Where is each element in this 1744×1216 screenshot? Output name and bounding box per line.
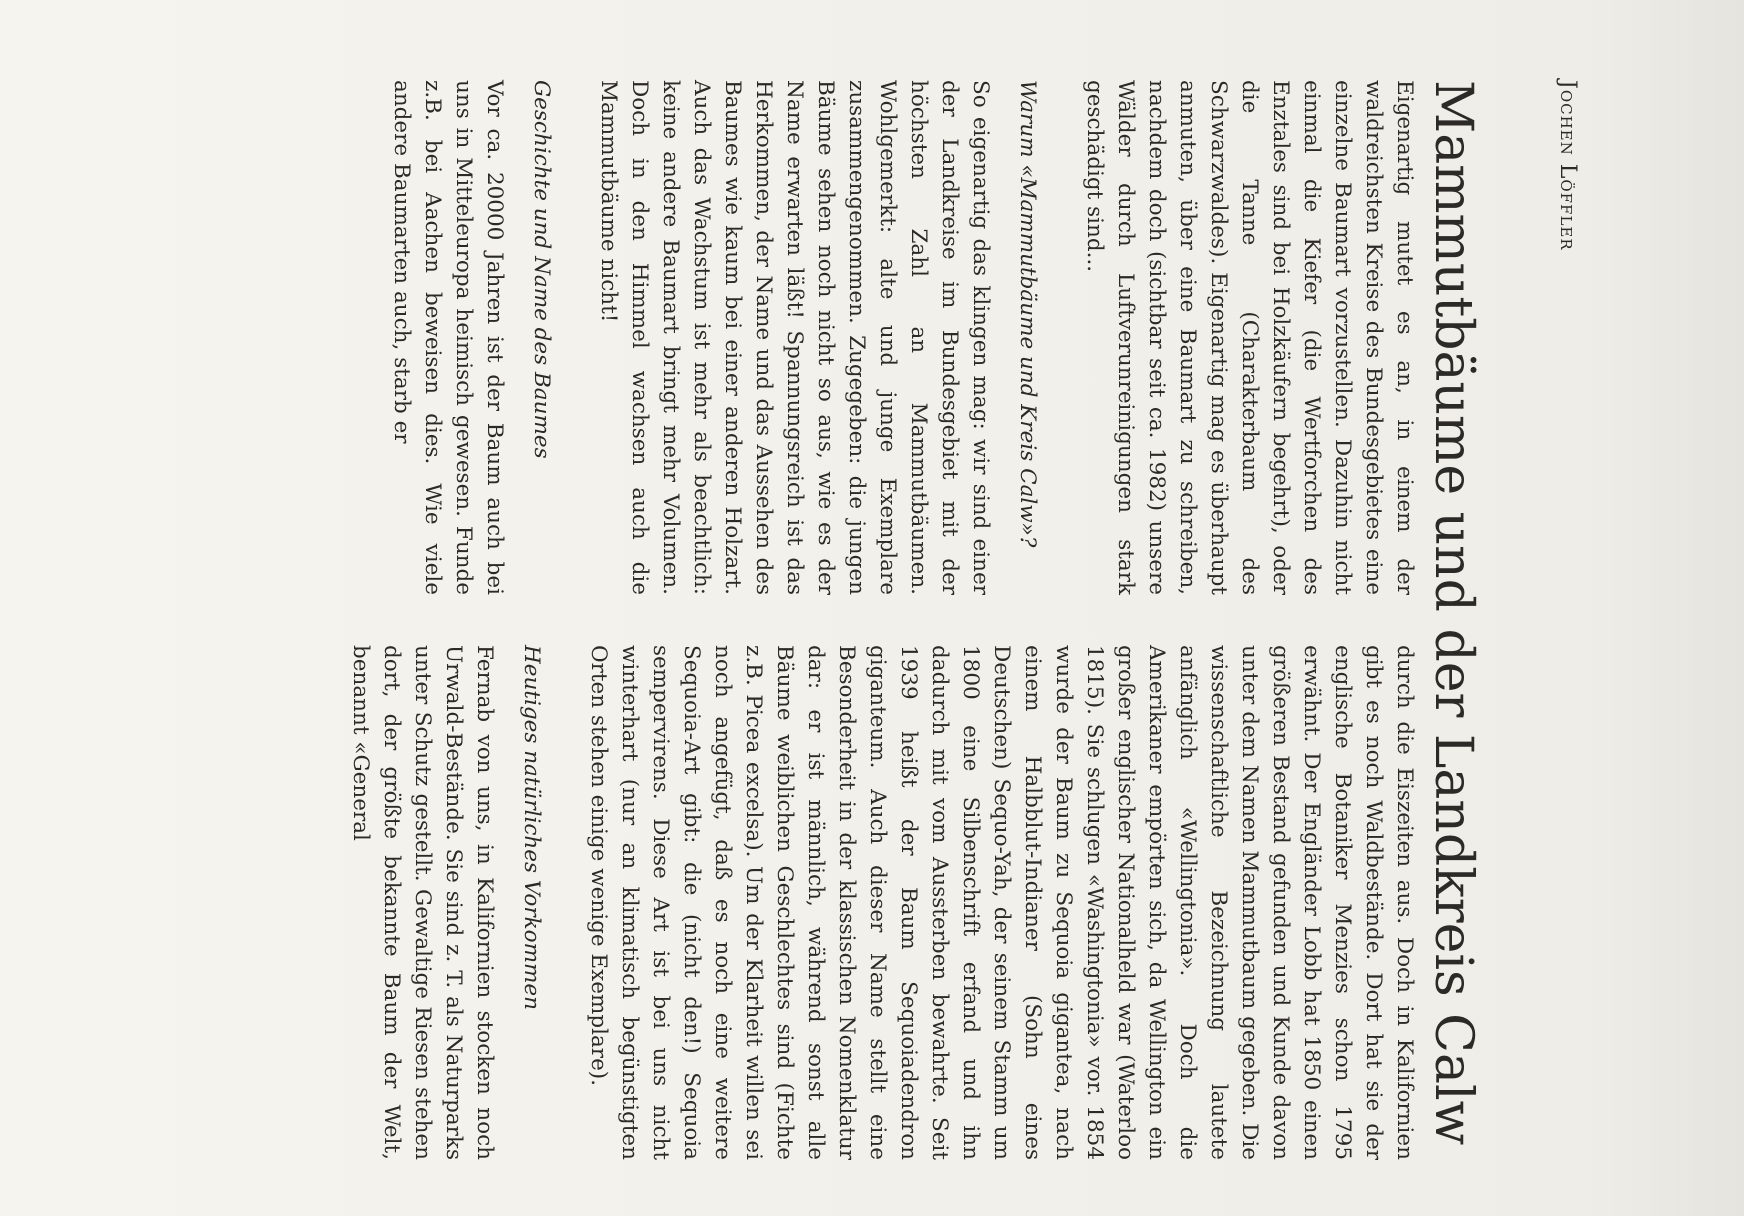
- section-heading-vorkommen: Heutiges natürliches Vorkommen: [519, 645, 544, 1010]
- body-paragraph: So eigenartig das klingen mag: wir sind einer der Landkreise im Bundesgebiet mit der höchsten Zahl an Mammutbäumen. Wohlgemerkt: alte und junge Exemplare zusammengenommen. Zugegeben: die jungen Bäume sehen noch nicht so aus, wie es der Name erwarten läßt! Spannungsreich ist das Herkommen, der Name und das Aussehen des Baumes wie kaum bei einer anderen Holzart. Auch das Wachstum ist mehr als beachtlich: keine andere Baumart bringt mehr Volumen. Doch in den Himmel wachsen auch die Mammutbäume nicht!: [596, 80, 993, 595]
- rotated-article-page: [160, 80, 1600, 1168]
- author-name: Jochen Löffler: [1555, 80, 1580, 251]
- article-title: Mammutbäume und der Landkreis Calw: [1423, 80, 1484, 1146]
- scan-edge-shadow: [1584, 0, 1744, 1216]
- section-heading-warum: Warum «Mammutbäume und Kreis Calw»?: [1015, 80, 1040, 548]
- body-paragraph: Fernab von uns, in Kalifornien stocken noch Urwald-Bestände. Sie sind z. T. als Naturparks unter Schutz gestellt. Gewaltige Riesen stehen dort, der größte bekannte Baum der Welt, benannt «General: [348, 645, 497, 1160]
- body-paragraph: durch die Eiszeiten aus. Doch in Kalifornien gibt es noch Waldbestände. Dort hat sie der englische Botaniker Menzies schon 1795 erwähnt. Der Engländer Lobb hat 1850 einen größeren Bestand gefunden und Kunde davon unter dem Namen Mammutbaum gegeben. Die wissenschaftliche Bezeichnung lautete anfänglich «Wellingtonia». Doch die Amerikaner empörten sich, da Wellington ein großer englischer Nationalheld war (Waterloo 1815). Sie schlugen «Washingtonia» vor. 1854 wurde der Baum zu Sequoia gigantea, nach einem Halbblut-Indianer (Sohn eines Deutschen) Sequo-Yah, der seinem Stamm um 1800 eine Silbenschrift erfand und ihn dadurch mit vom Aussterben bewahrte. Seit 1939 heißt der Baum Sequoiadendron giganteum. Auch dieser Name stellt eine Besonderheit in der klassischen Nomenklatur dar: er ist männlich, während sonst alle Bäume weiblichen Geschlechtes sind (Fichte z.B. Picea excelsa). Um der Klarheit willen sei noch angefügt, daß es noch eine weitere Sequoia-Art gibt: die (nicht den!) Sequoia sempervirens. Diese Art ist bei uns nicht winterhart (nur an klimatisch begünstigten Orten stehen einige wenige Exemplare).: [586, 645, 1417, 1160]
- left-column: [386, 80, 1420, 595]
- body-paragraph: Vor ca. 20000 Jahren ist der Baum auch bei uns in Mitteleuropa heimisch gewesen. Funde z.B. bei Aachen beweisen dies. Wie viele andere Baumarten auch, starb er: [389, 80, 507, 595]
- right-column: [345, 645, 1420, 1160]
- intro-paragraph: Eigenartig mutet es an, in einem der waldreichsten Kreise des Bundesgebietes eine einzelne Baumart vorzustellen. Dazuhin nicht einmal die Kiefer (die Wertforchen des Enztales sind bei Holzkäufern begehrt), oder die Tanne (Charakterbaum des Schwarzwaldes). Eigenartig mag es überhaupt anmuten, über eine Baumart zu schreiben, nachdem doch (sichtbar seit ca. 1982) unsere Wälder durch Luftverunreinigungen stark geschädigt sind...: [1082, 80, 1417, 595]
- section-heading-geschichte: Geschichte und Name des Baumes: [529, 80, 554, 459]
